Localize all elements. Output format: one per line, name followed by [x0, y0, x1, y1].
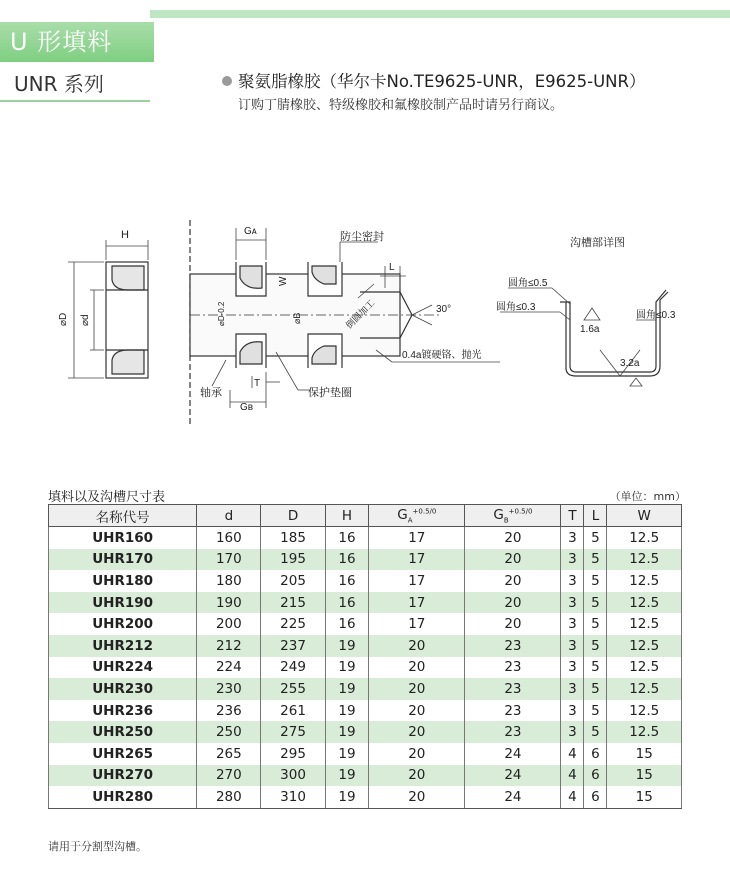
table-cell: 20	[465, 549, 561, 571]
table-cell: 5	[584, 700, 607, 722]
table-cell: 249	[261, 657, 325, 679]
table-row	[49, 743, 682, 765]
table-cell: 185	[261, 527, 325, 549]
table-cell: 5	[584, 592, 607, 614]
table-cell: 17	[369, 613, 465, 635]
top-accent-line	[150, 10, 730, 18]
table-cell: 3	[561, 678, 584, 700]
table-cell: 17	[369, 570, 465, 592]
table-cell: 12.5	[607, 549, 682, 571]
table-cell: 180	[197, 570, 261, 592]
dim-t-label: T	[254, 378, 261, 389]
dim-od-label: ⌀D	[58, 312, 69, 326]
table-cell: 12.5	[607, 678, 682, 700]
table-cell: 190	[197, 592, 261, 614]
table-row	[49, 527, 682, 549]
material-heading-text: 聚氨脂橡胶（华尔卡No.TE9625-UNR，E9625-UNR）	[238, 72, 646, 91]
dimension-table	[48, 504, 682, 809]
col-ga-tol: +0.5/0	[412, 507, 437, 516]
table-cell-code: UHR265	[49, 743, 197, 765]
table-cell: 3	[561, 592, 584, 614]
col-gb-tol: +0.5/0	[508, 507, 533, 516]
table-cell: 12.5	[607, 721, 682, 743]
table-cell: 230	[197, 678, 261, 700]
table-cell: 5	[584, 657, 607, 679]
angle-label: 30°	[436, 304, 452, 315]
table-title: 填料以及沟槽尺寸表	[48, 490, 166, 505]
table-cell: 3	[561, 721, 584, 743]
dim-ga-label: Gᴀ	[244, 226, 257, 237]
table-cell: 5	[584, 678, 607, 700]
col-code: 名称代号	[49, 505, 197, 527]
table-cell: 270	[197, 765, 261, 787]
table-cell: 19	[325, 657, 369, 679]
table-cell: 280	[197, 786, 261, 808]
table-row	[49, 570, 682, 592]
table-row	[49, 635, 682, 657]
series-underline	[0, 100, 150, 102]
table-cell: 3	[561, 635, 584, 657]
col-L: L	[584, 505, 607, 527]
table-cell: 17	[369, 592, 465, 614]
table-cell: 16	[325, 549, 369, 571]
table-cell: 19	[325, 678, 369, 700]
table-cell: 24	[465, 765, 561, 787]
table-cell: 20	[465, 613, 561, 635]
table-cell: 4	[561, 743, 584, 765]
footnote: 请用于分割型沟槽。	[48, 840, 147, 853]
table-cell: 205	[261, 570, 325, 592]
table-cell-code: UHR212	[49, 635, 197, 657]
table-cell: 15	[607, 765, 682, 787]
table-cell: 12.5	[607, 592, 682, 614]
col-gb-sub: B	[503, 516, 509, 525]
table-cell: 300	[261, 765, 325, 787]
table-cell: 16	[325, 592, 369, 614]
col-d: d	[197, 505, 261, 527]
table-cell: 5	[584, 635, 607, 657]
table-cell: 23	[465, 678, 561, 700]
table-cell: 20	[369, 786, 465, 808]
table-cell: 15	[607, 786, 682, 808]
table-cell: 4	[561, 786, 584, 808]
bearing-label: 轴承	[200, 387, 222, 399]
table-cell: 3	[561, 613, 584, 635]
dim-l-label: L	[389, 262, 395, 273]
material-heading	[222, 68, 645, 92]
table-cell: 20	[369, 700, 465, 722]
table-cell: 12.5	[607, 570, 682, 592]
table-cell: 6	[584, 743, 607, 765]
table-cell-code: UHR280	[49, 786, 197, 808]
table-cell-code: UHR180	[49, 570, 197, 592]
table-cell: 5	[584, 549, 607, 571]
table-cell: 19	[325, 635, 369, 657]
table-cell: 5	[584, 721, 607, 743]
table-row	[49, 721, 682, 743]
dim-w-label: W	[278, 276, 289, 286]
col-H: H	[325, 505, 369, 527]
table-row	[49, 765, 682, 787]
table-cell: 3	[561, 700, 584, 722]
table-cell: 16	[325, 527, 369, 549]
detail-16a-label: 1.6a	[580, 324, 600, 335]
table-cell: 295	[261, 743, 325, 765]
table-cell: 16	[325, 570, 369, 592]
dim-gb-label: Gʙ	[240, 402, 254, 413]
table-cell: 19	[325, 765, 369, 787]
table-cell-code: UHR160	[49, 527, 197, 549]
table-cell: 17	[369, 549, 465, 571]
table-cell: 12.5	[607, 700, 682, 722]
dust-seal-label: 防尘密封	[340, 231, 384, 243]
table-cell: 20	[369, 635, 465, 657]
detail-r05-label: 圆角≤0.5	[508, 278, 548, 289]
table-cell-code: UHR230	[49, 678, 197, 700]
dim-h-label: H	[121, 229, 129, 241]
table-cell: 225	[261, 613, 325, 635]
table-unit: （单位：mm）	[609, 490, 686, 503]
table-row	[49, 786, 682, 808]
table-cell: 12.5	[607, 613, 682, 635]
table-cell: 20	[369, 765, 465, 787]
rounding-label: 倒圆加工	[343, 297, 377, 331]
groove-detail-title: 沟槽部详图	[570, 237, 625, 249]
finish-label: 0.4a镀硬铬、抛光	[402, 350, 482, 361]
table-cell: 310	[261, 786, 325, 808]
table-cell: 17	[369, 527, 465, 549]
table-cell-code: UHR170	[49, 549, 197, 571]
table-cell: 23	[465, 657, 561, 679]
table-cell: 5	[584, 527, 607, 549]
table-cell: 195	[261, 549, 325, 571]
table-row	[49, 700, 682, 722]
table-cell: 160	[197, 527, 261, 549]
table-cell-code: UHR270	[49, 765, 197, 787]
detail-r03b-label: 圆角≤0.3	[636, 310, 676, 321]
table-cell: 4	[561, 765, 584, 787]
packing-groove-diagram	[40, 200, 700, 440]
table-cell: 19	[325, 721, 369, 743]
table-cell: 20	[369, 678, 465, 700]
col-ga-sub: A	[407, 516, 413, 525]
detail-r03a-label: 圆角≤0.3	[496, 302, 536, 313]
table-cell-code: UHR224	[49, 657, 197, 679]
order-note: 订购丁腈橡胶、特级橡胶和氟橡胶制产品时请另行商议。	[238, 98, 564, 113]
table-cell: 265	[197, 743, 261, 765]
table-cell: 6	[584, 786, 607, 808]
table-row	[49, 549, 682, 571]
table-cell-code: UHR190	[49, 592, 197, 614]
dim-id-label: ⌀d	[80, 314, 91, 326]
table-cell: 19	[325, 743, 369, 765]
table-cell: 3	[561, 657, 584, 679]
table-cell: 16	[325, 613, 369, 635]
table-cell-code: UHR250	[49, 721, 197, 743]
table-cell: 20	[465, 527, 561, 549]
table-row	[49, 657, 682, 679]
table-row	[49, 613, 682, 635]
col-GA: $G_A^{+0.5/0}$	[369, 505, 465, 527]
backup-ring-label: 保护垫圈	[308, 387, 352, 399]
table-cell: 24	[465, 786, 561, 808]
table-cell: 12.5	[607, 657, 682, 679]
table-cell-code: UHR236	[49, 700, 197, 722]
table-cell: 236	[197, 700, 261, 722]
table-cell-code: UHR200	[49, 613, 197, 635]
dim-shaft-od-label: ⌀D-0.2	[217, 301, 226, 326]
table-cell: 5	[584, 570, 607, 592]
table-cell: 170	[197, 549, 261, 571]
series-title: UNR 系列	[14, 72, 104, 96]
table-cell: 20	[369, 657, 465, 679]
groove-detail	[560, 290, 668, 376]
section-tab: U 形填料	[0, 22, 154, 62]
table-cell: 5	[584, 613, 607, 635]
table-row	[49, 678, 682, 700]
table-cell: 212	[197, 635, 261, 657]
table-cell: 215	[261, 592, 325, 614]
bullet-icon	[222, 76, 232, 86]
col-W: W	[607, 505, 682, 527]
table-cell: 24	[465, 743, 561, 765]
dim-shaft-b-label: ⌀B	[292, 312, 302, 324]
table-cell: 3	[561, 549, 584, 571]
table-cell: 224	[197, 657, 261, 679]
table-cell: 237	[261, 635, 325, 657]
table-cell: 20	[465, 570, 561, 592]
table-cell: 20	[369, 743, 465, 765]
table-cell: 250	[197, 721, 261, 743]
detail-32a-label: 3.2a	[620, 358, 640, 369]
table-cell: 19	[325, 700, 369, 722]
table-cell: 15	[607, 743, 682, 765]
table-cell: 23	[465, 635, 561, 657]
table-cell: 275	[261, 721, 325, 743]
table-cell: 23	[465, 721, 561, 743]
table-row	[49, 592, 682, 614]
table-cell: 255	[261, 678, 325, 700]
table-cell: 6	[584, 765, 607, 787]
table-cell: 261	[261, 700, 325, 722]
table-cell: 20	[369, 721, 465, 743]
table-cell: 23	[465, 700, 561, 722]
table-cell: 3	[561, 527, 584, 549]
table-cell: 3	[561, 570, 584, 592]
col-T: T	[561, 505, 584, 527]
table-cell: 200	[197, 613, 261, 635]
table-header-row	[49, 505, 682, 527]
packing-section	[106, 262, 148, 378]
col-D: D	[261, 505, 325, 527]
table-cell: 12.5	[607, 527, 682, 549]
table-cell: 19	[325, 786, 369, 808]
table-cell: 20	[465, 592, 561, 614]
col-GB: $G_B^{+0.5/0}$	[465, 505, 561, 527]
table-cell: 12.5	[607, 635, 682, 657]
